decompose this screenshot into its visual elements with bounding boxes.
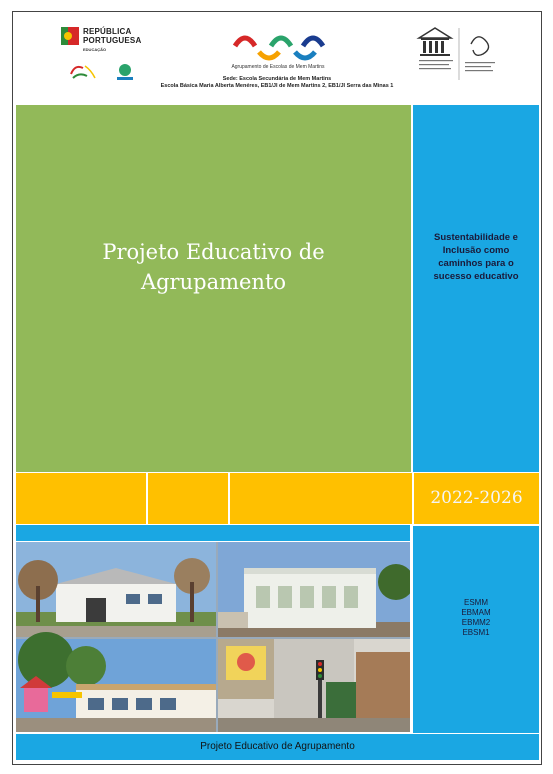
header (13, 12, 541, 104)
schools-list (413, 598, 539, 638)
sede-text: Sede: Escola Secundária de Mem Martins Escola Básica Maria Alberta Menéres, EB1/JI de Mem Martins 2, EB1/JI Serra das Minas 1 (160, 76, 394, 89)
school-code: EBMAM (461, 608, 491, 617)
school-code: EBMM2 (461, 618, 491, 627)
schools-block (413, 526, 539, 733)
school-photos (16, 542, 410, 732)
subtitle: Sustentabilidade e Inclusão como caminhos para o sucesso educativo (433, 232, 519, 282)
orange-band (16, 473, 539, 524)
educacao-label: EDUCAÇÃO (83, 47, 107, 52)
school-photo-2 (218, 542, 410, 637)
unesco-logo (413, 24, 503, 82)
photo-top-band (16, 525, 410, 541)
agrupamento-logo (223, 26, 333, 76)
footer-title: Projeto Educativo de Agrupamento (200, 741, 355, 752)
portugal-flag-icon (61, 27, 79, 45)
years-label: 2022-2026 (430, 488, 523, 508)
school-photo-3 (16, 632, 216, 732)
school-code: EBSM1 (462, 628, 490, 637)
orange-cell (16, 473, 146, 524)
page-title: Projeto Educativo de Agrupamento (102, 240, 325, 294)
subtitle-block (413, 105, 539, 472)
republica-portuguesa-text: REPÚBLICA PORTUGUESA (83, 27, 142, 45)
agrupamento-arcs-icon (223, 26, 333, 62)
school-photo-1 (16, 542, 216, 637)
agrupamento-caption: Agrupamento de Escolas de Mem Martins (231, 64, 325, 70)
cover-page (12, 11, 542, 765)
title-block (16, 105, 411, 472)
school-photo-4 (218, 639, 410, 732)
orange-cell (148, 473, 228, 524)
republica-portuguesa-logo (61, 25, 153, 55)
orange-cell (230, 473, 412, 524)
footer-bar (16, 734, 539, 760)
school-code: ESMM (464, 598, 488, 607)
